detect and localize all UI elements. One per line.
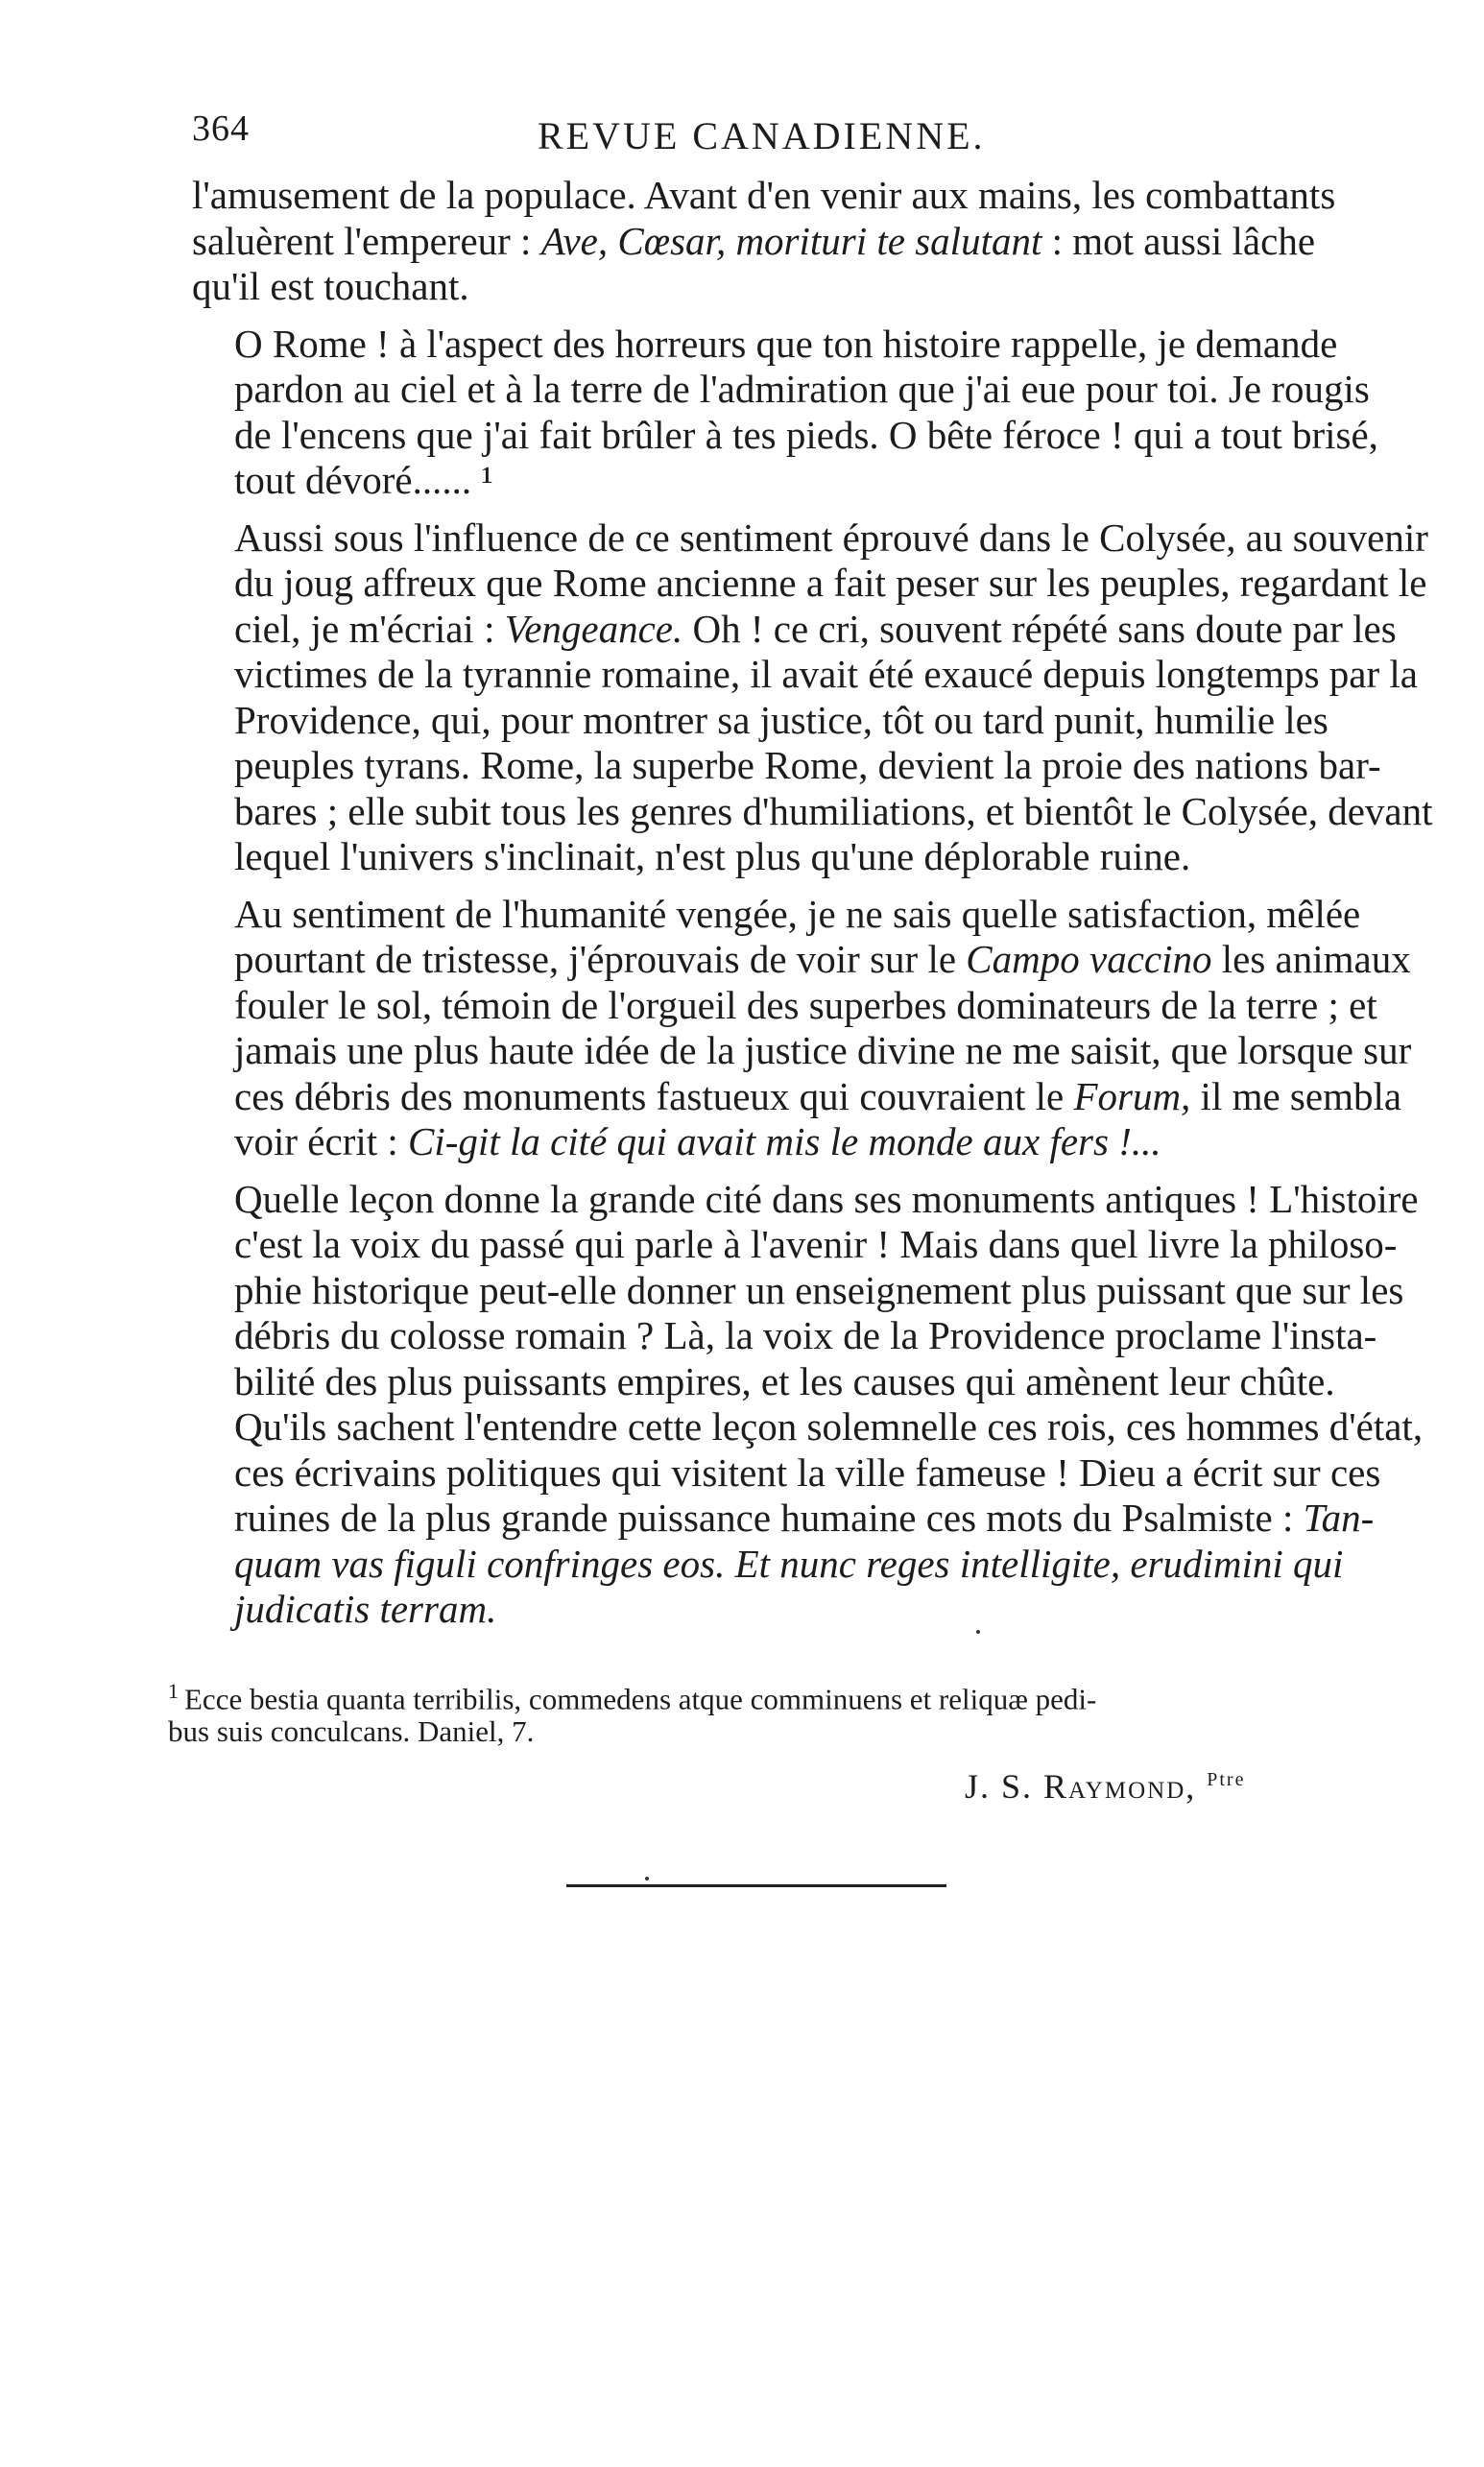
text-line: bares ; elle subit tous les genres d'humiliations, et bientôt le Colysée, devant	[234, 788, 1433, 833]
text-line: pardon au ciel et à la terre de l'admiration que j'ai eue pour toi. Je rougis	[234, 367, 1370, 411]
text-line: ces écrivains politiques qui visitent la ville fameuse ! Dieu a écrit sur ces	[234, 1449, 1381, 1495]
footnote	[168, 1675, 1353, 1748]
text-line: victimes de la tyrannie romaine, il avait été exaucé depuis longtemps par la	[234, 652, 1418, 696]
text-line: du joug affreux que Rome ancienne a fait peser sur les peuples, regardant le	[234, 561, 1427, 605]
footnote-mark: 1	[168, 1679, 179, 1703]
author-name: Raymond,	[1043, 1767, 1197, 1806]
text-line: de l'encens que j'ai fait brûler à tes pieds. O bête féroce ! qui a tout brisé,	[234, 412, 1378, 457]
paragraph-1	[192, 173, 1353, 310]
text-line: saluèrent l'empereur : Ave, Cœsar, morituri te salutant : mot aussi lâche	[192, 218, 1316, 263]
article-body	[192, 173, 1433, 1633]
footnote-line: bus suis conculcans. Daniel, 7.	[168, 1714, 535, 1749]
text-line: quam vas figuli confringes eos. Et nunc reges intelligite, erudimini qui	[234, 1541, 1344, 1586]
paragraph-5	[192, 1176, 1424, 1633]
text-line: phie historique peut-elle donner un enseignement plus puissant que sur les	[234, 1267, 1404, 1312]
text-line: bilité des plus puissants empires, et les causes qui amènent leur chûte.	[234, 1358, 1335, 1403]
page-header	[192, 108, 1344, 165]
text-line: ces débris des monuments fastueux qui couvraient le Forum, il me sembla	[234, 1073, 1402, 1118]
running-title: REVUE CANADIENNE.	[538, 114, 986, 157]
end-rule	[566, 1884, 946, 1887]
text-line: débris du colosse romain ? Là, la voix de la Providence proclame l'insta-	[234, 1313, 1377, 1357]
text-line: jamais une plus haute idée de la justice divine ne me saisit, que lorsque sur	[234, 1028, 1412, 1072]
text-line: ciel, je m'écriai : Vengeance. Oh ! ce cri, souvent répété sans doute par les	[234, 606, 1397, 651]
text-line: Au sentiment de l'humanité vengée, je ne sais quelle satisfaction, mêlée	[234, 891, 1361, 936]
text-line: Quelle leçon donne la grande cité dans ses monuments antiques ! L'histoire	[234, 1176, 1419, 1221]
text-line: pourtant de tristesse, j'éprouvais de voir sur le Campo vaccino les animaux	[234, 937, 1411, 981]
text-line: voir écrit : Ci-git la cité qui avait mis le monde aux fers !...	[234, 1119, 1161, 1163]
paragraph-2	[192, 321, 1378, 504]
text-line: qu'il est touchant.	[192, 264, 469, 308]
page-number: 364	[192, 108, 250, 149]
text-line: Providence, qui, pour montrer sa justice, tôt ou tard punit, humilie les	[234, 697, 1328, 742]
text-line: c'est la voix du passé qui parle à l'avenir ! Mais dans quel livre la philoso-	[234, 1222, 1398, 1266]
author-signature	[965, 1766, 1245, 1807]
text-line: tout dévoré...... ¹	[234, 458, 493, 502]
text-line: ruines de la plus grande puissance humaine ces mots du Psalmiste : Tan-	[234, 1496, 1375, 1540]
text-line: O Rome ! à l'aspect des horreurs que ton histoire rappelle, je demande	[234, 321, 1338, 366]
print-speck	[976, 1630, 980, 1634]
footnote-line: Ecce bestia quanta terribilis, commedens atque comminuens et reliquæ pedi-	[184, 1682, 1097, 1716]
print-speck	[645, 1877, 649, 1880]
paragraph-4	[192, 891, 1412, 1165]
author-initials: J. S.	[965, 1767, 1034, 1806]
text-line: peuples tyrans. Rome, la superbe Rome, devient la proie des nations bar-	[234, 743, 1381, 787]
author-title: Ptre	[1207, 1769, 1246, 1790]
text-line: Aussi sous l'influence de ce sentiment éprouvé dans le Colysée, au souvenir	[234, 515, 1428, 560]
text-line: Qu'ils sachent l'entendre cette leçon solemnelle ces rois, ces hommes d'état,	[234, 1404, 1424, 1449]
paragraph-3	[192, 515, 1433, 880]
text-line: judicatis terram.	[234, 1587, 497, 1631]
text-line: l'amusement de la populace. Avant d'en venir aux mains, les combattants	[192, 173, 1336, 217]
text-line: fouler le sol, témoin de l'orgueil des superbes dominateurs de la terre ; et	[234, 982, 1377, 1027]
text-line: lequel l'univers s'inclinait, n'est plus qu'une déplorable ruine.	[234, 834, 1191, 878]
